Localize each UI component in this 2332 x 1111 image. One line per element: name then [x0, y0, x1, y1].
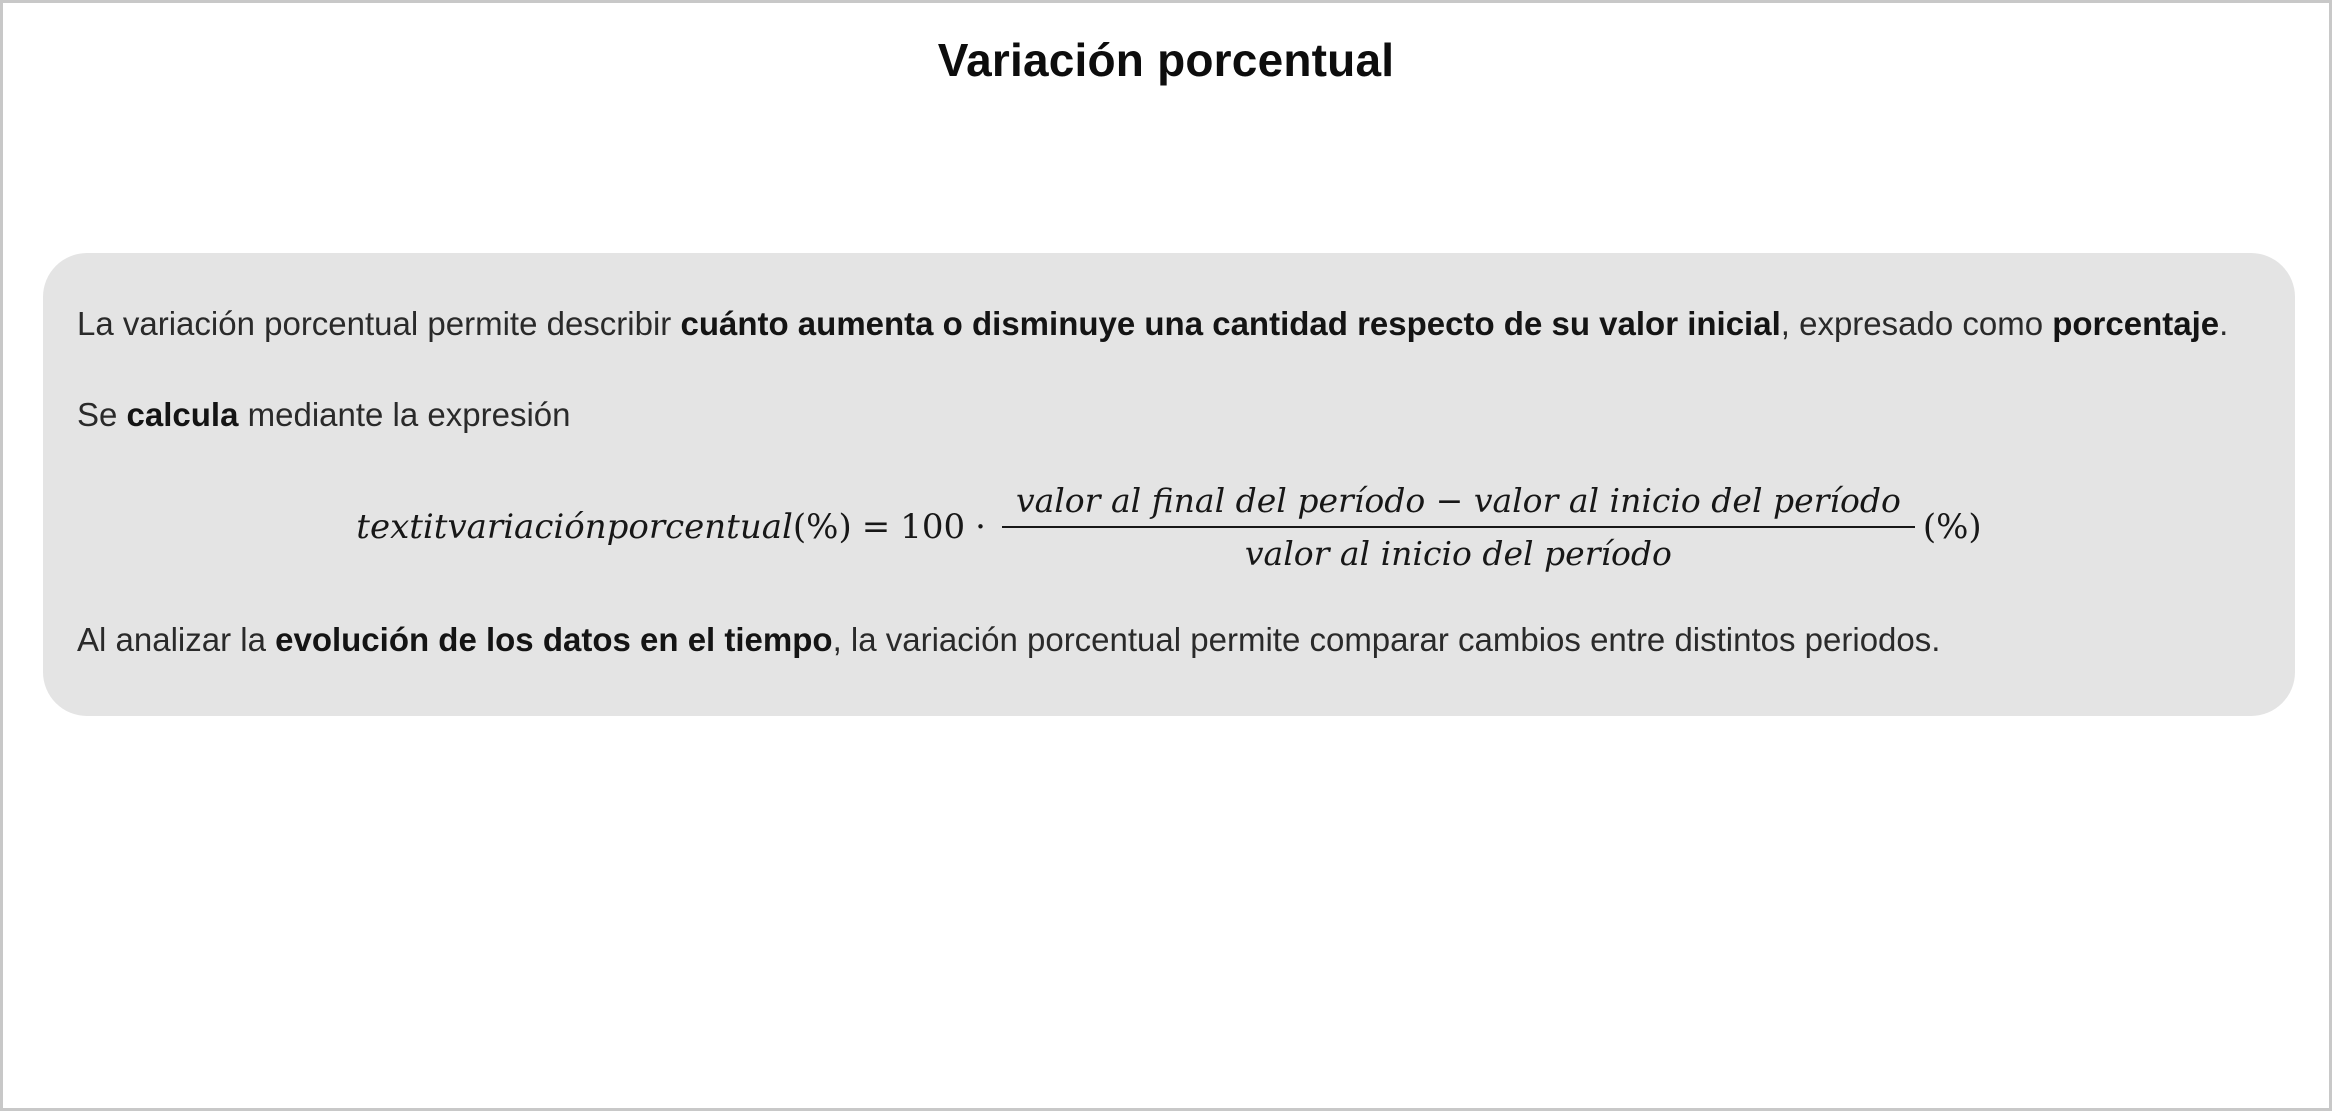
- paragraph-conclusion-seg2: , la variación porcentual permite comparar cambios entre distintos periodos.: [832, 620, 1941, 658]
- formula-lhs-unit: (%): [792, 506, 852, 547]
- paragraph-conclusion: [77, 617, 2261, 664]
- content-card: [43, 253, 2295, 716]
- paragraph-formula-intro-bold1: calcula: [126, 395, 239, 433]
- formula-equals: =: [861, 506, 891, 547]
- formula-block: [77, 481, 2261, 573]
- formula-expression: [356, 481, 1981, 573]
- paragraph-definition-bold1: cuánto aumenta o disminuye una cantidad respecto de su valor inicial: [680, 305, 1781, 342]
- paragraph-formula-intro: [77, 392, 2261, 439]
- formula-fraction: [1002, 481, 1915, 573]
- formula-trailing-unit: (%): [1922, 506, 1982, 547]
- formula-lhs: textitvariaciónporcentual: [356, 506, 793, 547]
- formula-coefficient: 100: [900, 506, 966, 547]
- paragraph-formula-intro-seg2: mediante la expresión: [238, 395, 571, 433]
- formula-numerator: valor al final del período − valor al inicio del período: [1015, 480, 1901, 520]
- paragraph-definition-seg2: , expresado como: [1780, 305, 2053, 342]
- paragraph-definition-seg3: .: [2219, 305, 2229, 342]
- paragraph-conclusion-seg1: Al analizar la: [77, 620, 276, 658]
- paragraph-definition-seg1: La variación porcentual permite describir: [77, 305, 681, 342]
- formula-denominator: valor al inicio del período: [1244, 533, 1672, 573]
- page-title: Variación porcentual: [937, 34, 1395, 86]
- paragraph-formula-intro-seg1: Se: [77, 395, 127, 433]
- paragraph-definition: [77, 301, 2261, 348]
- formula-dot: ·: [975, 506, 986, 547]
- paragraph-definition-bold2: porcentaje: [2052, 305, 2220, 342]
- paragraph-conclusion-bold1: evolución de los datos en el tiempo: [275, 620, 833, 658]
